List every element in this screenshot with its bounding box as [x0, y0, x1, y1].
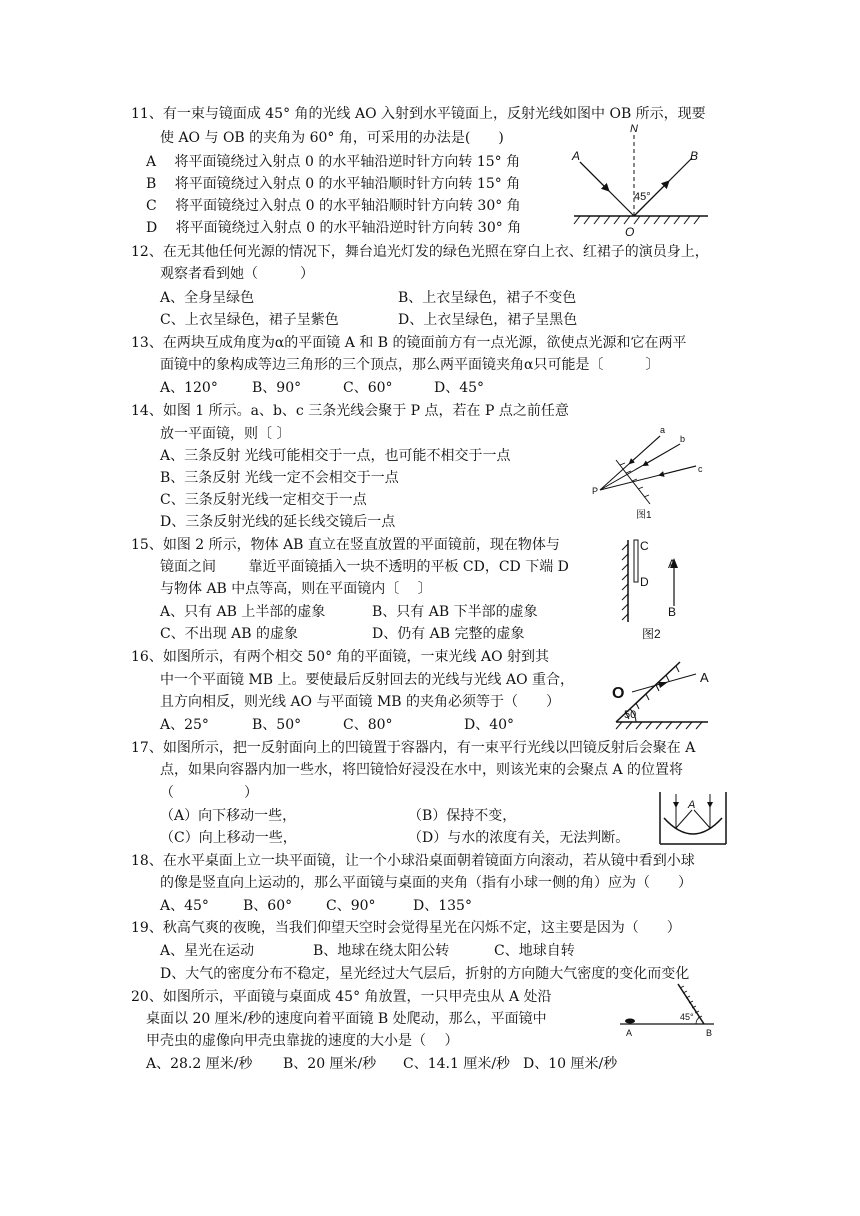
q14-option-d: D、三条反射光线的延长线交镜后一点	[160, 514, 396, 530]
q16-stem-line1: 16、如图所示，有两个相交 50° 角的平面镜，一束光线 AO 射到其	[131, 649, 550, 665]
q14-fig-label-a: a	[660, 425, 666, 435]
q12-stem-line1: 12、在无其他任何光源的情况下，舞台追光灯发的绿色光照在穿白上衣、红裙子的演员身上，	[131, 244, 709, 260]
q15-fig-label-c: C	[640, 539, 649, 553]
q19-option-a: A、星光在运动	[160, 943, 255, 959]
q14-stem-line2: 放一平面镜，则〔 〕	[160, 426, 291, 442]
q19-stem-line1: 19、秋高气爽的夜晚，当我们仰望天空时会觉得星光在闪烁不定，这主要是因为（ ）	[131, 920, 681, 936]
q11-option-b: B 将平面镜绕过入射点 0 的水平轴沿顺时针方向转 15° 角	[146, 176, 521, 192]
q13-option-a: A、120°	[160, 380, 218, 396]
q20-fig-label-b: B	[706, 1028, 713, 1038]
q19-option-c: C、地球自转	[494, 943, 575, 959]
q13-option-d: D、45°	[434, 380, 485, 396]
q18-option-d: D、135°	[413, 898, 472, 914]
q11-stem-line1: 11、有一束与镜面成 45° 角的光线 AO 入射到水平镜面上，反射光线如图中 OB 所示，现要	[131, 106, 706, 122]
q15-fig-label-d: D	[640, 575, 649, 589]
q19-option-d: D、大气的密度分布不稳定，星光经过大气层后，折射的方向随大气密度的变化而变化	[160, 966, 690, 982]
q20-figure	[616, 980, 722, 1040]
q11-mirror-figure	[568, 120, 718, 240]
q17-stem-line1: 17、如图所示，把一反射面向上的凹镜置于容器内，有一束平行光线以凹镜反射后会聚在 A	[131, 740, 696, 756]
q16-fig-label-a: A	[700, 670, 709, 685]
q11-option-d: D 将平面镜绕过入射点 0 的水平轴沿逆时针方向转 30° 角	[146, 220, 522, 236]
q14-fig-label-b: b	[680, 434, 686, 444]
q18-stem-line1: 18、在水平桌面上立一块平面镜，让一个小球沿桌面朝着镜面方向滚动，若从镜中看到小球	[131, 853, 695, 869]
q20-fig-label-a: A	[626, 1028, 633, 1038]
q12-option-b: B、上衣呈绿色，裙子不变色	[398, 290, 577, 306]
q15-option-a: A、只有 AB 上半部的虚象	[160, 604, 326, 620]
q17-figure	[656, 788, 730, 848]
q20-option-b: B、20 厘米/秒	[283, 1056, 377, 1072]
q20-stem-line1: 20、如图所示，平面镜与桌面成 45° 角放置，一只甲壳虫从 A 处沿	[131, 989, 552, 1005]
q20-stem-line2: 桌面以 20 厘米/秒的速度向着平面镜 B 处爬动，那么，平面镜中	[146, 1011, 547, 1027]
q15-fig-label-a: A	[668, 557, 677, 571]
q16-figure	[596, 652, 726, 732]
q14-option-a: A、三条反射 光线可能相交于一点，也可能不相交于一点	[160, 448, 511, 464]
q15-option-b: B、只有 AB 下半部的虚象	[372, 604, 538, 620]
q13-option-b: B、90°	[252, 380, 302, 396]
q14-figure	[588, 422, 718, 522]
q18-option-a: A、45°	[160, 898, 209, 914]
q11-fig-label-o: O	[625, 225, 635, 239]
q16-option-b: B、50°	[252, 717, 302, 733]
q12-option-d: D、上衣呈绿色，裙子呈黑色	[398, 312, 578, 328]
q18-stem-line2: 的像是竖直向上运动的，那么平面镜与桌面的夹角（指有小球一侧的角）应为（ ）	[160, 875, 692, 891]
q16-stem-line3: 且方向相反，则光线 AO 与平面镜 MB 的夹角必须等于（ ）	[160, 694, 561, 710]
q16-option-c: C、80°	[343, 717, 393, 733]
q17-stem-line2: 点，如果向容器内加一些水，将凹镜恰好浸没在水中，则该光束的会聚点 A 的位置将	[160, 762, 684, 778]
q16-fig-label-o: O	[612, 685, 625, 702]
q13-stem-line1: 13、在两块互成角度为α的平面镜 A 和 B 的镜面前方有一点光源，欲使点光源和它在两平	[131, 335, 687, 351]
q16-stem-line2: 中一个平面镜 MB 上。要使最后反射回去的光线与光线 AO 重合，	[160, 672, 575, 688]
q14-option-b: B、三条反射 光线一定不会相交于一点	[160, 470, 399, 486]
q15-fig-caption: 图2	[642, 627, 661, 641]
q20-option-a: A、28.2 厘米/秒	[146, 1056, 253, 1072]
q13-option-c: C、60°	[343, 380, 393, 396]
q20-fig-angle: 45°	[680, 1012, 694, 1022]
q11-stem-line2: 使 AO 与 OB 的夹角为 60° 角，可采用的办法是( )	[160, 130, 504, 146]
q16-fig-angle: 50	[624, 709, 637, 721]
q12-option-c: C、上衣呈绿色，裙子呈紫色	[160, 312, 339, 328]
q14-fig-label-c: c	[698, 464, 703, 474]
q11-fig-label-a: A	[572, 149, 581, 163]
q11-fig-angle: 45°	[634, 191, 651, 203]
q13-stem-line2: 面镜中的象构成等边三角形的三个顶点，那么两平面镜夹角α只可能是〔 〕	[160, 357, 660, 373]
q14-stem-line1: 14、如图 1 所示。a、b、c 三条光线会聚于 P 点，若在 P 点之前任意	[131, 403, 569, 419]
q18-option-c: C、90°	[326, 898, 376, 914]
q17-option-b: （B）保持不变，	[408, 808, 517, 824]
q14-option-c: C、三条反射光线一定相交于一点	[160, 492, 367, 508]
q17-option-a: （A）向下移动一些，	[160, 808, 297, 824]
q12-stem-line2: 观察者看到她（ ）	[160, 266, 314, 282]
q15-stem-line2: 镜面之间 靠近平面镜插入一块不透明的平板 CD，CD 下端 D	[160, 559, 569, 575]
q20-option-d: D、10 厘米/秒	[523, 1056, 618, 1072]
q20-stem-line3: 甲壳虫的虚像向甲壳虫靠拢的速度的大小是（ ）	[146, 1033, 459, 1049]
q16-option-d: D、40°	[464, 717, 515, 733]
q17-option-c: （C）向上移动一些，	[160, 830, 297, 846]
q20-option-c: C、14.1 厘米/秒	[403, 1056, 511, 1072]
q15-option-d: D、仍有 AB 完整的虚象	[372, 626, 525, 642]
q17-stem-line3: （ ）	[160, 785, 258, 801]
q18-option-b: B、60°	[243, 898, 293, 914]
q15-stem-line1: 15、如图 2 所示，物体 AB 直立在竖直放置的平面镜前，现在物体与	[131, 537, 560, 553]
q15-stem-line3: 与物体 AB 中点等高，则在平面镜内〔 〕	[160, 581, 432, 597]
q17-option-d: （D）与水的浓度有关，无法判断。	[408, 830, 630, 846]
q11-fig-label-b: B	[690, 149, 699, 163]
q11-option-a: A 将平面镜绕过入射点 0 的水平轴沿逆时针方向转 15° 角	[146, 154, 521, 170]
q16-option-a: A、25°	[160, 717, 209, 733]
q11-option-c: C 将平面镜绕过入射点 0 的水平轴沿顺时针方向转 30° 角	[146, 198, 521, 214]
q15-option-c: C、不出现 AB 的虚象	[160, 626, 299, 642]
q14-fig-caption: 图1	[636, 510, 652, 521]
q15-fig-label-b: B	[668, 605, 677, 619]
q11-fig-label-n: N	[630, 123, 638, 135]
q15-figure	[612, 536, 702, 644]
q14-fig-label-p: P	[592, 486, 599, 496]
q19-option-b: B、地球在绕太阳公转	[313, 943, 450, 959]
q12-option-a: A、全身呈绿色	[160, 290, 255, 306]
q17-fig-label-a: A	[688, 799, 696, 811]
